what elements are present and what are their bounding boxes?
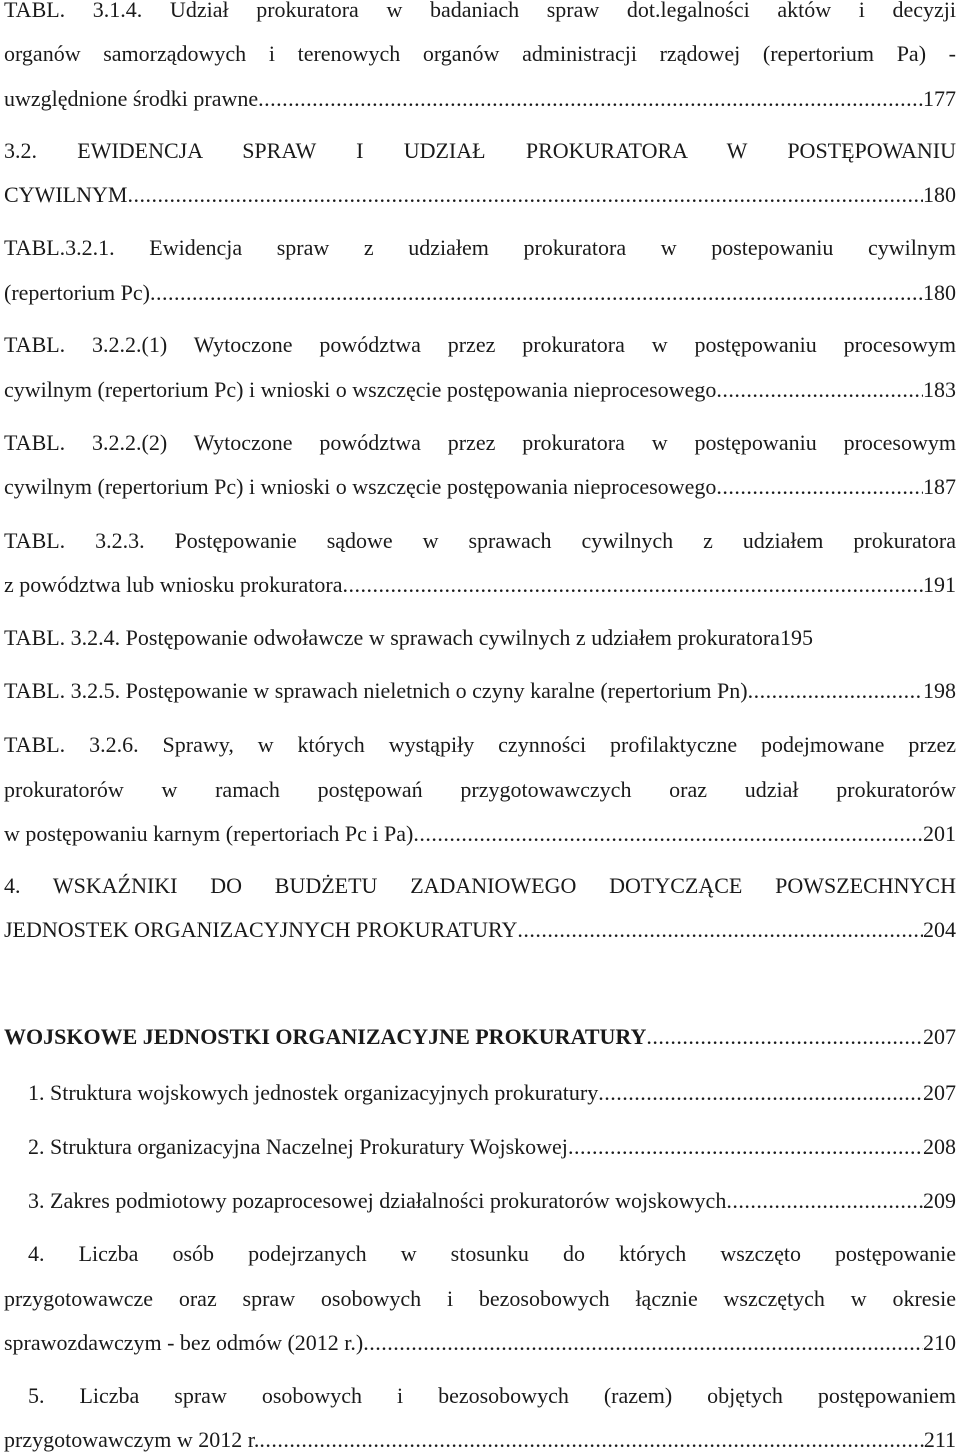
toc-entry-sec-3-2-line1[interactable]: 3.2. EWIDENCJA SPRAW I UDZIAŁ PROKURATORA W POSTĘPOWANIU bbox=[4, 138, 956, 163]
toc-entry-title: JEDNOSTEK ORGANIZACYJNYCH PROKURATURY bbox=[4, 917, 518, 942]
toc-entry-title: cywilnym (repertorium Pc) i wnioski o wszczęcie postępowania nieprocesowego bbox=[4, 474, 717, 499]
dot-leader bbox=[646, 1022, 923, 1052]
dot-leader bbox=[716, 375, 923, 405]
toc-entry-w5-line2[interactable] bbox=[4, 1425, 956, 1455]
toc-entry-sec-4-line1[interactable]: 4. WSKAŹNIKI DO BUDŻETU ZADANIOWEGO DOTYCZĄCE POWSZECHNYCH bbox=[4, 873, 956, 898]
toc-entry-title: z powództwa lub wniosku prokuratora bbox=[4, 572, 343, 597]
toc-entry-tabl-3-2-1-line1[interactable]: TABL.3.2.1. Ewidencja spraw z udziałem prokuratora w postepowaniu cywilnym bbox=[4, 235, 956, 260]
toc-entry-title: sprawozdawczym - bez odmów (2012 r.) bbox=[4, 1330, 364, 1355]
dot-leader bbox=[517, 915, 923, 945]
toc-entry-tabl-3-2-4[interactable] bbox=[4, 623, 956, 653]
toc-entry-tabl-3-1-4-line2[interactable]: organów samorządowych i terenowych organów administracji rządowej (repertorium Pa) - bbox=[4, 41, 956, 66]
page-number: 208 bbox=[923, 1134, 956, 1159]
toc-entry-w4-line1[interactable]: 4. Liczba osób podejrzanych w stosunku do których wszczęto postępowanie bbox=[28, 1241, 956, 1266]
dot-leader bbox=[342, 570, 923, 600]
page-number: 207 bbox=[923, 1080, 956, 1105]
toc-entry-title: TABL. 3.2.5. Postępowanie w sprawach nieletnich o czyny karalne (repertorium Pn) bbox=[4, 678, 748, 703]
toc-entry-title: WOJSKOWE JEDNOSTKI ORGANIZACYJNE PROKURATURY bbox=[4, 1024, 647, 1049]
page-number: 207 bbox=[923, 1024, 956, 1049]
toc-entry-title: przygotowawczym w 2012 r. bbox=[4, 1427, 260, 1452]
page-number: 211 bbox=[923, 1427, 956, 1452]
toc-entry-tabl-3-2-3-line2[interactable] bbox=[4, 570, 956, 600]
dot-leader bbox=[363, 1328, 923, 1358]
toc-entry-w2[interactable] bbox=[28, 1132, 956, 1162]
toc-entry-tabl-3-2-2-1-line2[interactable] bbox=[4, 375, 956, 405]
toc-entry-title: uwzględnione środki prawne bbox=[4, 86, 259, 111]
dot-leader bbox=[258, 84, 923, 114]
page-number: 180 bbox=[923, 280, 956, 305]
dot-leader bbox=[259, 1425, 923, 1455]
toc-entry-tabl-3-2-2-2-line2[interactable] bbox=[4, 472, 956, 502]
toc-entry-w4-line3[interactable] bbox=[4, 1328, 956, 1358]
toc-entry-title: 3. Zakres podmiotowy pozaprocesowej działalności prokuratorów wojskowych bbox=[28, 1188, 727, 1213]
toc-entry-w5-line1[interactable]: 5. Liczba spraw osobowych i bezosobowych (razem) objętych postępowaniem bbox=[28, 1383, 956, 1408]
page-number: 183 bbox=[923, 377, 956, 402]
toc-entry-sec-4-line2[interactable] bbox=[4, 915, 956, 945]
dot-leader bbox=[726, 1186, 923, 1216]
dot-leader bbox=[127, 180, 923, 210]
toc-entry-title: 1. Struktura wojskowych jednostek organizacyjnych prokuratury bbox=[28, 1080, 599, 1105]
toc-entry-title: CYWILNYM bbox=[4, 182, 128, 207]
toc-entry-tabl-3-2-3-line1[interactable]: TABL. 3.2.3. Postępowanie sądowe w sprawach cywilnych z udziałem prokuratora bbox=[4, 528, 956, 553]
dot-leader bbox=[716, 472, 923, 502]
toc-entry-title: 2. Struktura organizacyjna Naczelnej Prokuratury Wojskowej bbox=[28, 1134, 568, 1159]
toc-entry-w4-line2[interactable]: przygotowawcze oraz spraw osobowych i bezosobowych łącznie wszczętych w okresie bbox=[4, 1286, 956, 1311]
toc-entry-tabl-3-2-6-line2[interactable]: prokuratorów w ramach postępowań przygotowawczych oraz udział prokuratorów bbox=[4, 777, 956, 802]
page-number: 198 bbox=[923, 678, 956, 703]
dot-leader bbox=[748, 676, 923, 706]
page-number: 177 bbox=[923, 86, 956, 111]
page-number: 209 bbox=[923, 1188, 956, 1213]
page-number: 201 bbox=[923, 821, 956, 846]
page-number: 187 bbox=[923, 474, 956, 499]
toc-entry-tabl-3-1-4-line1[interactable]: TABL. 3.1.4. Udział prokuratora w badaniach spraw dot.legalności aktów i decyzji bbox=[4, 0, 956, 22]
toc-entry-tabl-3-2-2-1-line1[interactable]: TABL. 3.2.2.(1) Wytoczone powództwa przez prokuratora w postępowaniu procesowym bbox=[4, 332, 956, 357]
toc-entry-title: cywilnym (repertorium Pc) i wnioski o wszczęcie postępowania nieprocesowego bbox=[4, 377, 717, 402]
toc-entry-tabl-3-2-6-line1[interactable]: TABL. 3.2.6. Sprawy, w których wystąpiły czynności profilaktyczne podejmowane przez bbox=[4, 732, 956, 757]
page-number: 180 bbox=[923, 182, 956, 207]
toc-entry-tabl-3-2-6-line3[interactable] bbox=[4, 819, 956, 849]
page-number: 204 bbox=[923, 917, 956, 942]
dot-leader bbox=[413, 819, 923, 849]
dot-leader bbox=[568, 1132, 923, 1162]
toc-entry-tabl-3-2-1-line2[interactable] bbox=[4, 278, 956, 308]
toc-entry-tabl-3-1-4-line3[interactable] bbox=[4, 84, 956, 114]
toc-entry-tabl-3-2-5[interactable] bbox=[4, 676, 956, 706]
toc-entry-title: TABL. 3.2.4. Postępowanie odwoławcze w sprawach cywilnych z udziałem prokuratora bbox=[4, 625, 780, 650]
page-number: 191 bbox=[923, 572, 956, 597]
toc-entry-wojskowe[interactable] bbox=[4, 1022, 956, 1052]
page-number: 210 bbox=[923, 1330, 956, 1355]
dot-leader bbox=[150, 278, 923, 308]
toc-entry-w3[interactable] bbox=[28, 1186, 956, 1216]
toc-entry-w1[interactable] bbox=[28, 1078, 956, 1108]
toc-entry-title: w postępowaniu karnym (repertoriach Pc i Pa) bbox=[4, 821, 414, 846]
toc-entry-tabl-3-2-2-2-line1[interactable]: TABL. 3.2.2.(2) Wytoczone powództwa przez prokuratora w postępowaniu procesowym bbox=[4, 430, 956, 455]
dot-leader bbox=[598, 1078, 923, 1108]
toc-entry-title: (repertorium Pc) bbox=[4, 280, 150, 305]
page-number: 195 bbox=[779, 625, 813, 650]
toc-entry-sec-3-2-line2[interactable] bbox=[4, 180, 956, 210]
